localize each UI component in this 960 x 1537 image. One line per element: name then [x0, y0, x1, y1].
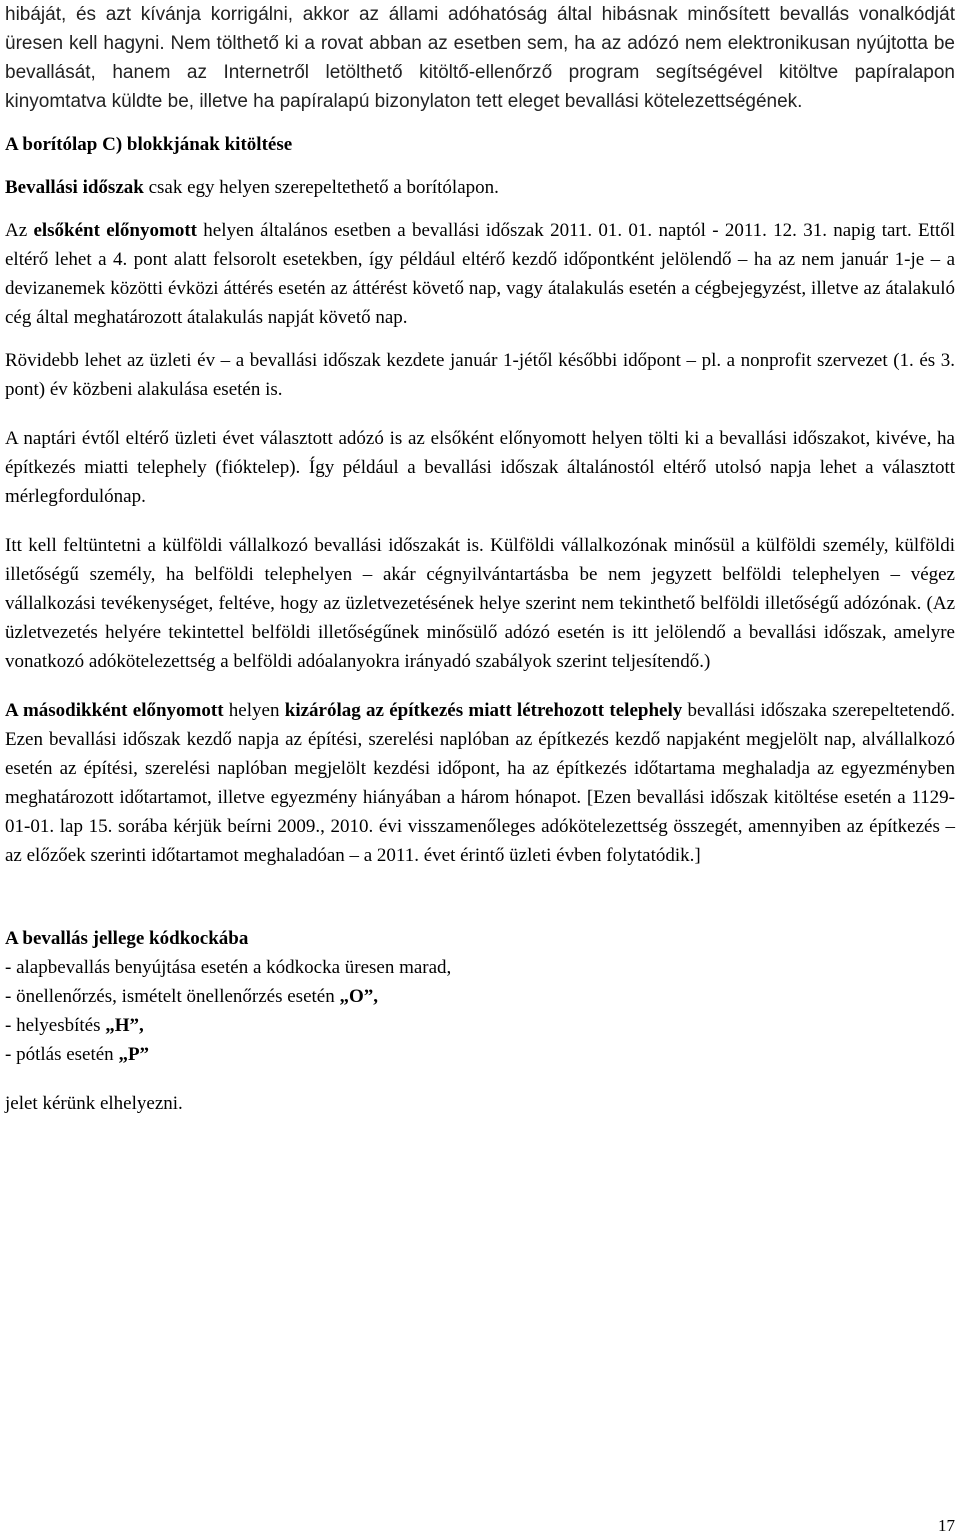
code-h: „H”,	[105, 1015, 144, 1036]
foreign-contractor-paragraph: Itt kell feltüntetni a külföldi vállalkozó bevallási időszakát is. Külföldi vállalkozónak minősül a külföldi személy, külföldi illetőségű személy, ha belföldi telephelyen – akár cégnyilvántartásba be nem jegyzett belföldi telephelyen – végez vállalkozási tevékenységet, feltéve, hogy az üzletvezetésének helye szerint nem tekinthető belföldi illetőségű adózónak. (Az üzletvezetés helyére tekintettel belföldi illetőségűnek minősülő adózó esetén is itt jelölendő a bevallási időszak, amelyre vonatkozó adókötelezettség a belföldi adóalanyokra irányadó szabályok szerint teljesítendő.)	[5, 535, 955, 672]
spacer	[5, 676, 955, 696]
shorter-year-paragraph: Rövidebb lehet az üzleti év – a bevallási időszak kezdete január 1-jétől későbbi időpont – pl. a nonprofit szervezet (1. és 3. pont) év közbeni alakulása esetén is.	[5, 350, 955, 400]
list-item: - pótlás esetén „P”	[5, 1044, 150, 1065]
intro-part2: Nem tölthető ki a rovat abban az esetben sem, ha az adózó nem elektronikusan nyújtotta be bevallását, hanem az Internetről letölthető kitöltő-ellenőrző program segítségével kitöltve papíralapon kinyomtatva küldte be, illetve ha papíralapú bizonylaton tett eleget bevallási kötelezettségének.	[5, 33, 955, 112]
list-item: - alapbevallás benyújtása esetén a kódkocka üresen marad,	[5, 957, 452, 978]
spacer	[5, 1069, 955, 1089]
code-p: „P”	[118, 1044, 150, 1065]
page-number: 17	[938, 1516, 955, 1535]
spacer	[5, 511, 955, 531]
list-item: - önellenőrzés, ismételt önellenőrzés esetén „O”,	[5, 986, 379, 1007]
construction-site-term: kizárólag az építkezés miatt létrehozott telephely	[284, 700, 683, 721]
spacer	[5, 332, 955, 346]
second-preprinted-paragraph: A másodikként előnyomott helyen kizárólag az építkezés miatt létrehozott telephely bevallási időszaka szerepeltetendő. Ezen bevallási időszak kezdő napja az építési, szerelési naplóban az építkezés kezdő napjaként megjelölt nap, alvállalkozó esetén az építési, szerelési naplóban megjelölt kezdési időpont, ha az építkezés időtartama meghaladja az egyezményben meghatározott időtartamot, illetve egyezmény hiányában a három hónapot. [Ezen bevallási időszak kitöltése esetén a 1129-01-01. lap 15. sorába kérjük beírni 2009., 2010. évi visszamenőleges adókötelezettség összegét, amennyiben az építkezés – az előzőek szerinti időtartamot meghaladóan – a 2011. évet érintő üzleti évben folytatódik.]	[5, 700, 955, 866]
spacer	[5, 870, 955, 924]
code-o: „O”,	[339, 986, 379, 1007]
closing-line: jelet kérünk elhelyezni.	[5, 1093, 183, 1114]
business-year-paragraph: A naptári évtől eltérő üzleti évet választott adózó is az elsőként előnyomott helyen tölti ki a bevallási időszakot, kivéve, ha építkezés miatti telephely (fióktelep). Így például a bevallási időszak általánostól eltérő utolsó napja lehet a választott mérlegfordulónap.	[5, 428, 955, 507]
second-preprinted-term: A másodikként előnyomott	[5, 700, 224, 721]
document-page	[5, 0, 955, 1118]
jelleg-list	[5, 953, 955, 1069]
intro-part1: hibáját, és azt kívánja korrigálni, akkor az állami adóhatóság által hibásnak minősített bevallás vonalkódját üresen kell hagyni.	[5, 4, 955, 54]
first-preprinted-paragraph: Az elsőként előnyomott helyen általános esetben a bevallási időszak 2011. 01. 01. naptól - 2011. 12. 31. napig tart. Ettől eltérő lehet a 4. pont alatt felsorolt esetekben, így például eltérő kezdő időpontként jelölendő – ha az nem január 1-je – a devizanemek közötti évközi áttérés esetén az áttérést követő nap, vagy átalakulás esetén a cégbejegyzést, illetve az átalakuló cég által meghatározott átalakulás napját követő nap.	[5, 220, 956, 328]
section-c-heading: A borítólap C) blokkjának kitöltése	[5, 134, 293, 155]
period-paragraph: Bevallási időszak csak egy helyen szerepeltethető a borítólapon.	[5, 177, 499, 198]
jelleg-heading: A bevallás jellege kódkockába	[5, 928, 249, 949]
spacer	[5, 202, 955, 216]
spacer	[5, 404, 955, 424]
spacer	[5, 116, 955, 130]
first-preprinted-term: elsőként előnyomott	[33, 220, 197, 241]
spacer	[5, 159, 955, 173]
list-item: - helyesbítés „H”,	[5, 1015, 144, 1036]
intro-paragraph	[5, 0, 955, 116]
period-term: Bevallási időszak	[5, 177, 144, 198]
